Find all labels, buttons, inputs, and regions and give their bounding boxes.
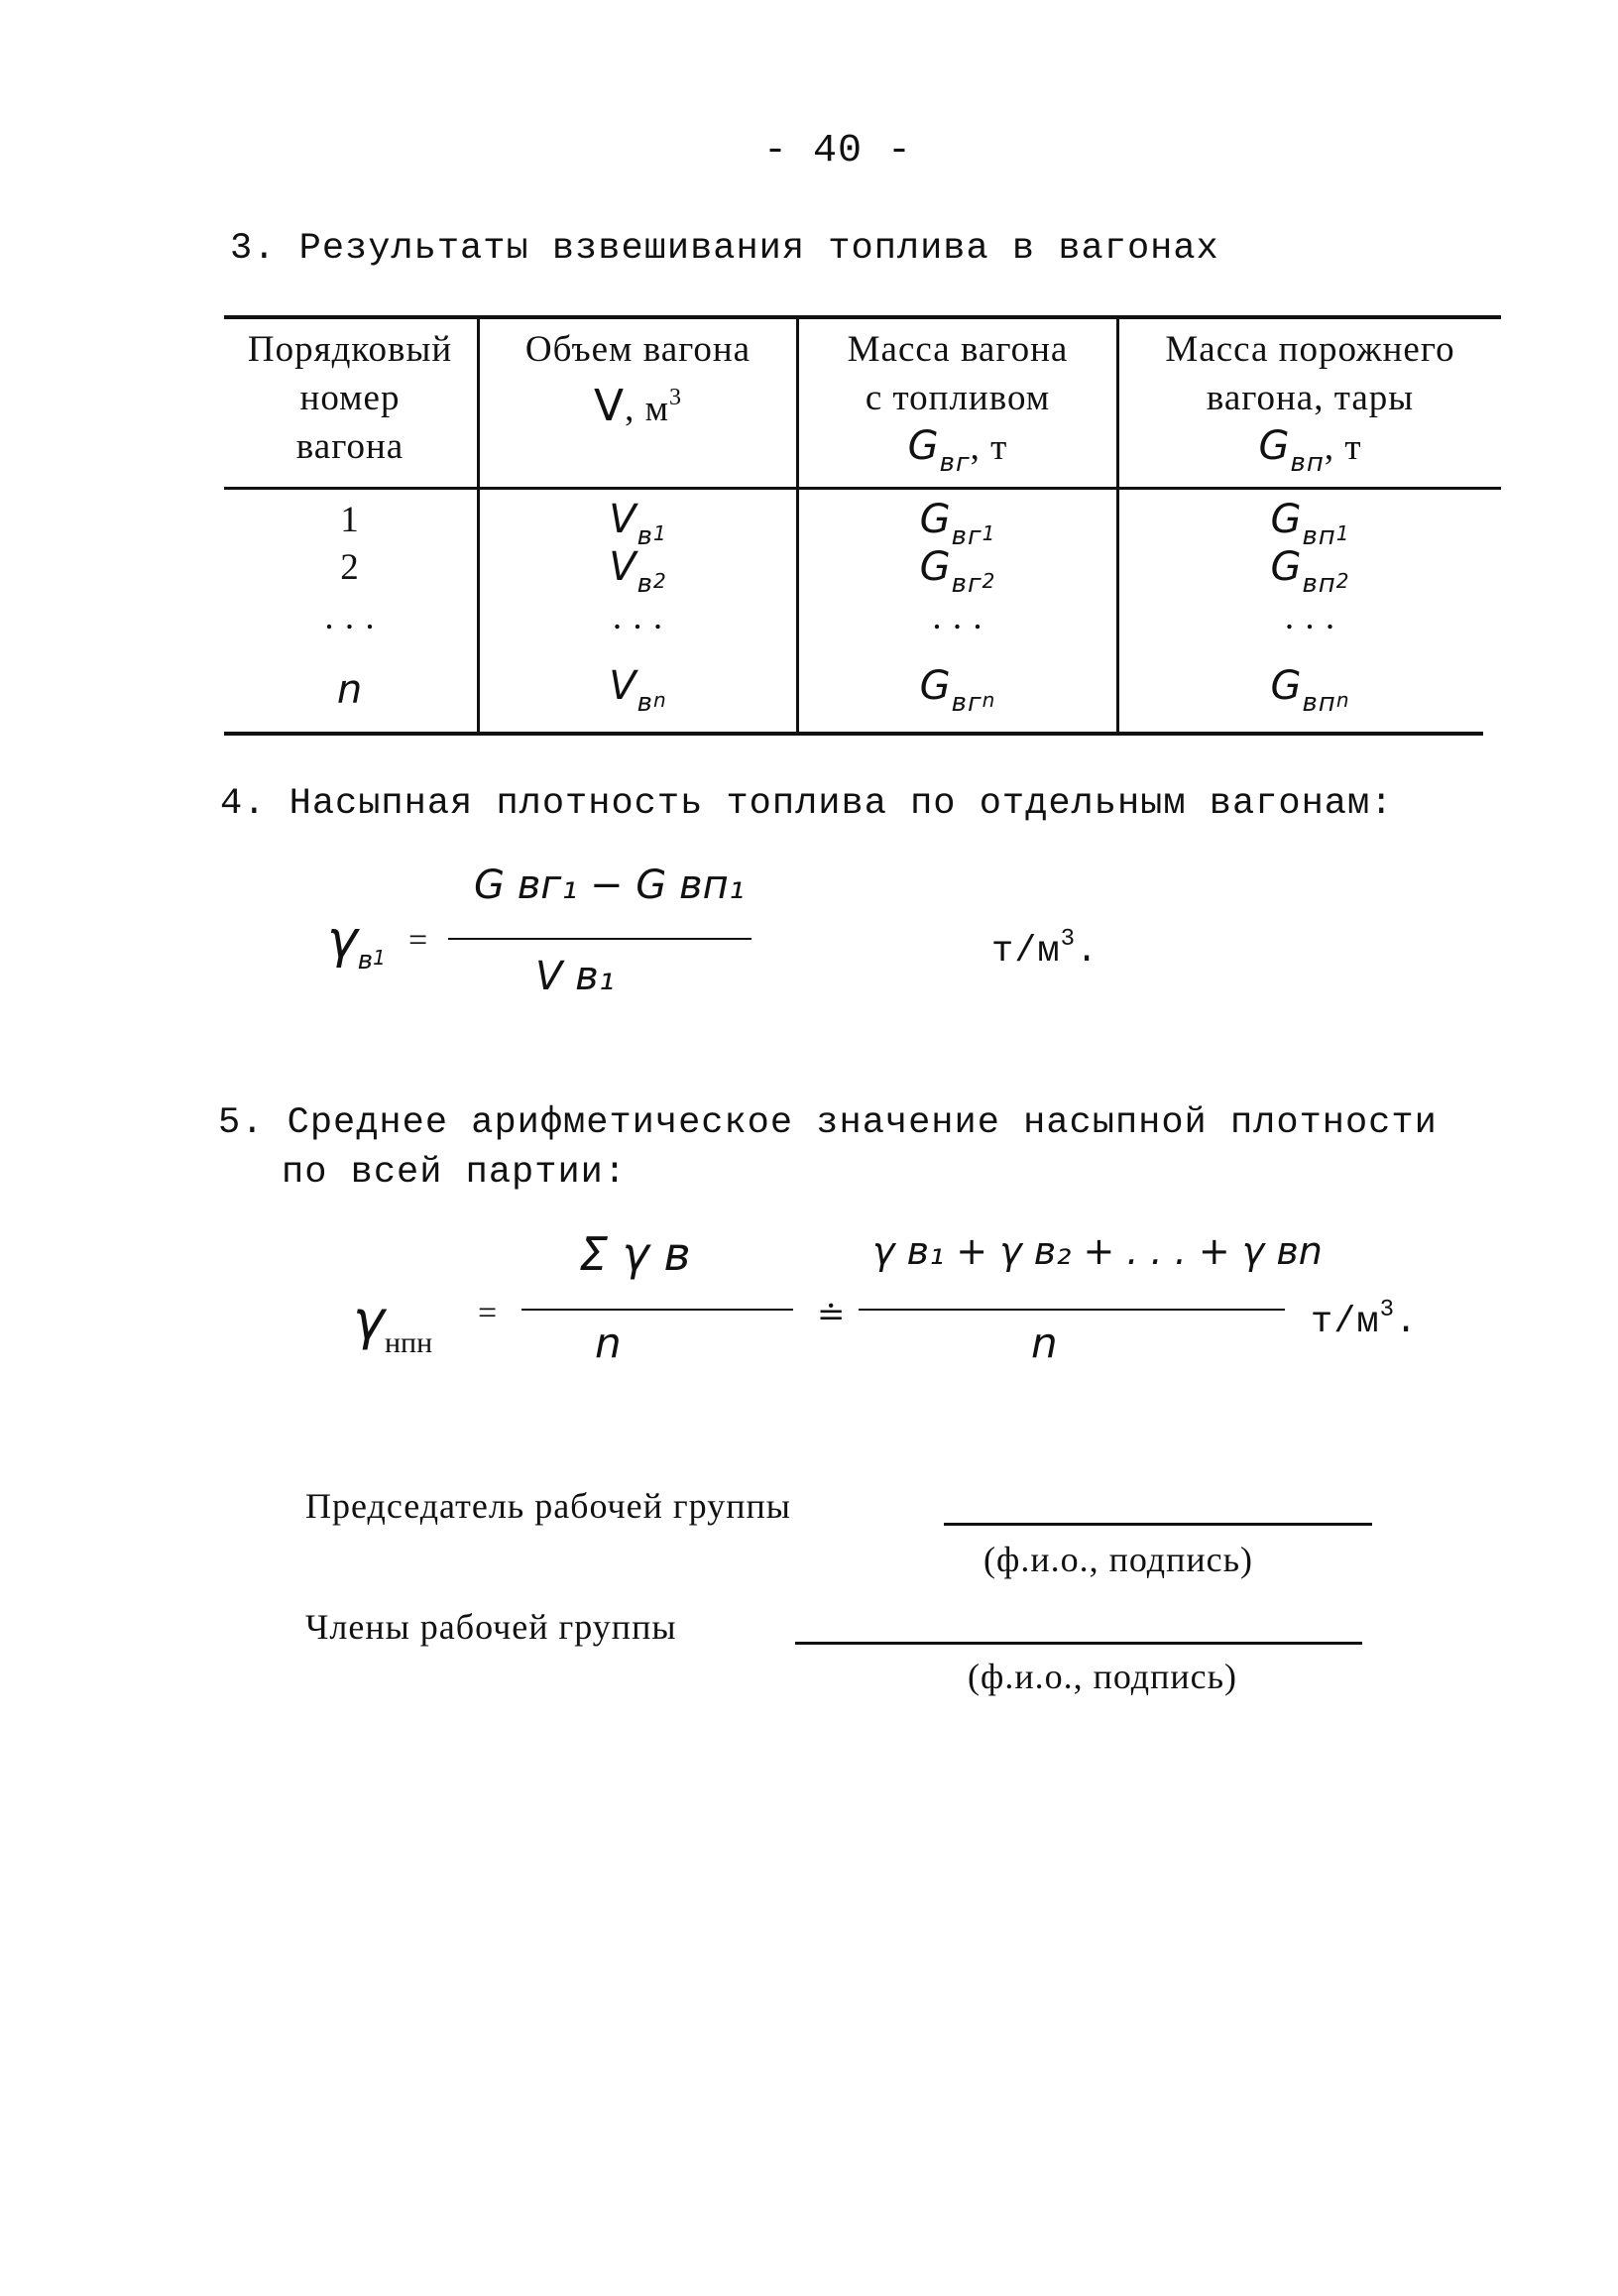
table-bottom-rule [224, 732, 1483, 736]
row-n-number: n [336, 667, 364, 713]
row-dots-loaded-mass: . . . [932, 597, 983, 637]
average-numerator-sum: Σ γ в [579, 1227, 691, 1281]
members-signature-line[interactable] [795, 1642, 1362, 1645]
row-2-volume: $V_{в2}$ [609, 544, 667, 599]
chair-label: Председатель рабочей группы [305, 1486, 791, 1526]
header-volume: Объем вагона V, $м^3$ [524, 329, 751, 431]
section-4-title: 4. Насыпная плотность топлива по отдельным вагонам: [220, 783, 1394, 825]
density-equals: = [408, 922, 428, 959]
average-lhs: γнпн [353, 1289, 433, 1359]
average-unit: $т/м^3$. [1311, 1297, 1419, 1343]
row-2-number: 2 [340, 547, 360, 588]
section-5-title-line-2: по всей партии: [282, 1152, 628, 1194]
row-dots-empty-mass: . . . [1284, 597, 1336, 637]
average-numerator-terms: γ в₁ + γ в₂ + . . . + γ вn [872, 1229, 1323, 1273]
row-1-volume: $V_{в1}$ [609, 497, 667, 551]
row-dots-volume: . . . [612, 597, 664, 637]
density-unit: $т/м^3$. [991, 926, 1099, 973]
average-denominator-1: n [595, 1319, 622, 1367]
density-denominator: V в₁ [535, 954, 615, 999]
row-n-empty-mass: $G_{впn}$ [1270, 663, 1350, 718]
average-approx-equals: ≐ [817, 1297, 846, 1333]
page-number: - 40 - [763, 129, 913, 173]
density-numerator: G вг₁ − G вп₁ [474, 862, 745, 908]
row-dots-number: . . . [324, 597, 376, 637]
row-1-empty-mass: $G_{вп1}$ [1270, 497, 1350, 551]
members-label: Члены рабочей группы [305, 1607, 677, 1647]
header-empty-mass: Масса порожнего вагона, тары $G_{вп}$, т [1165, 329, 1455, 478]
section-5-title-line-1: 5. Среднее арифметическое значение насыпной плотности [218, 1102, 1438, 1144]
chair-signature-line[interactable] [944, 1523, 1372, 1526]
row-2-empty-mass: $G_{вп2}$ [1270, 544, 1350, 599]
section-3-title: 3. Результаты взвешивания топлива в вагонах [230, 228, 1219, 270]
chair-caption: (ф.и.о., подпись) [983, 1540, 1254, 1579]
average-fraction-bar-2 [859, 1309, 1285, 1311]
average-denominator-2: n [1031, 1319, 1058, 1367]
row-n-volume: $V_{вn}$ [609, 663, 667, 718]
row-2-loaded-mass: $G_{вг2}$ [919, 544, 996, 599]
density-lhs: γв1 [327, 910, 386, 976]
row-1-number: 1 [340, 500, 360, 540]
average-fraction-bar-1 [521, 1309, 793, 1311]
table-top-rule [224, 315, 1501, 319]
members-caption: (ф.и.о., подпись) [968, 1657, 1238, 1696]
row-1-loaded-mass: $G_{вг1}$ [919, 497, 996, 551]
density-fraction-bar [448, 938, 751, 940]
header-loaded-mass: Масса вагона с топливом $G_{вг}$, т [847, 329, 1069, 478]
row-n-loaded-mass: $G_{вгn}$ [919, 663, 996, 718]
average-equals: = [478, 1295, 498, 1331]
header-order-number: Порядковый номер вагона [247, 329, 453, 467]
